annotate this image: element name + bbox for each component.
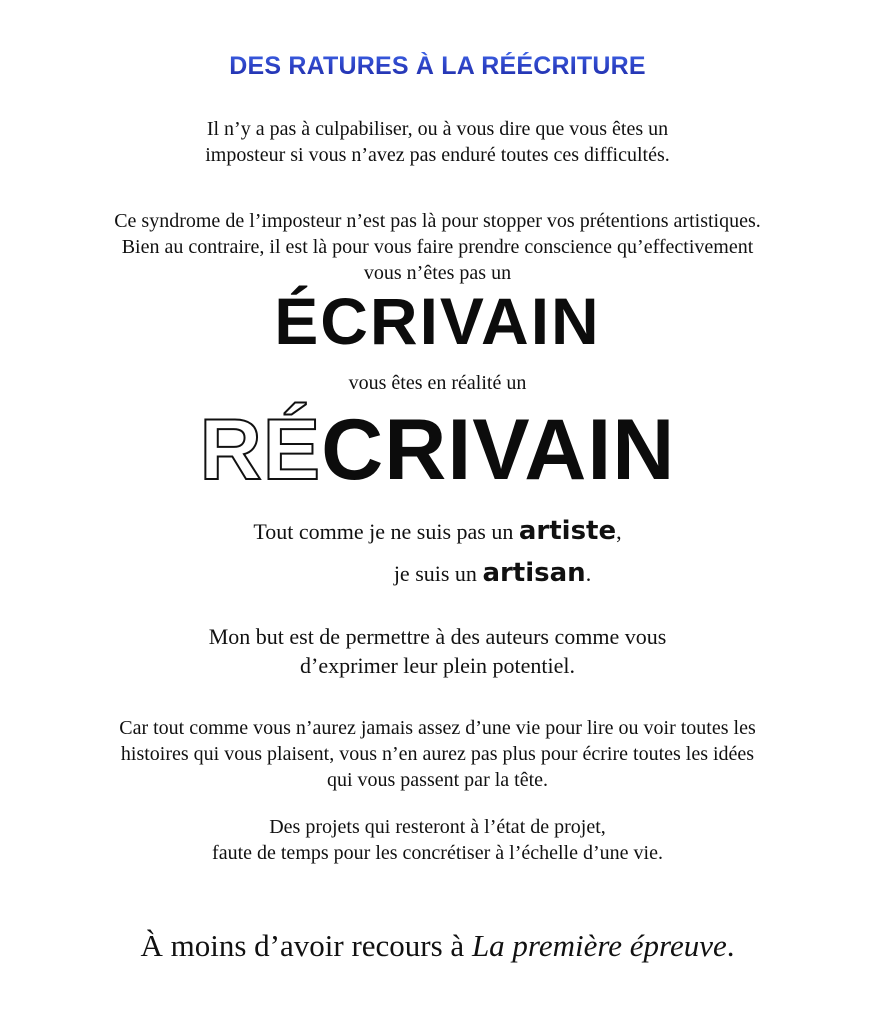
paragraph-line: histoires qui vous plaisent, vous n’en aurez pas plus pour écrire toutes les idées [120, 743, 755, 765]
headline-ecrivain: ÉCRIVAIN [274, 284, 601, 358]
paragraph-line: d’exprimer leur plein potentiel. [300, 653, 575, 678]
artisan-prefix: je suis un [393, 561, 483, 586]
artisan-emphasis: artisan [482, 558, 586, 588]
transition-line: vous êtes en réalité un [348, 372, 527, 394]
paragraph-line: Il n’y a pas à culpabiliser, ou à vous dire que vous êtes un [206, 118, 669, 140]
paragraph-guilt [0, 116, 875, 168]
paragraph-line: Des projets qui resteront à l’état de projet, [269, 816, 606, 838]
paragraph-impostor-syndrome [0, 208, 875, 286]
paragraph-line: Car tout comme vous n’aurez jamais assez d’une vie pour lire ou voir toutes les [119, 717, 756, 739]
paragraph-line: vous n’êtes pas un [363, 262, 512, 284]
artist-suffix: , [616, 519, 622, 544]
artist-prefix: Tout comme je ne suis pas un [253, 519, 519, 544]
paragraph-projects [0, 814, 875, 866]
paragraph-line: qui vous passent par la tête. [326, 769, 549, 791]
artist-emphasis: artiste [518, 516, 617, 546]
closing-line [0, 926, 875, 966]
headline-outline-prefix: RÉ [199, 402, 322, 498]
paragraph-line: imposteur si vous n’avez pas enduré toutes ces difficultés. [205, 144, 670, 166]
artisan-suffix: . [585, 561, 592, 586]
paragraph-line: Ce syndrome de l’imposteur n’est pas là pour stopper vos prétentions artistiques. [114, 210, 761, 232]
paragraph-lifetime [0, 715, 875, 793]
headline-recrivain [0, 400, 875, 500]
paragraph-line: Mon but est de permettre à des auteurs comme vous [208, 624, 667, 649]
paragraph-goal [0, 622, 875, 680]
closing-suffix: . [726, 928, 735, 963]
closing-title: La première épreuve [471, 928, 727, 963]
paragraph-line: faute de temps pour les concrétiser à l’échelle d’une vie. [212, 842, 663, 864]
artist-line [0, 516, 875, 547]
closing-prefix: À moins d’avoir recours à [140, 928, 472, 963]
artisan-line [55, 558, 875, 589]
headline-solid-suffix: CRIVAIN [321, 402, 676, 498]
paragraph-line: Bien au contraire, il est là pour vous faire prendre conscience qu’effectivement [121, 236, 754, 258]
page-title: DES RATURES À LA RÉÉCRITURE [0, 52, 875, 81]
